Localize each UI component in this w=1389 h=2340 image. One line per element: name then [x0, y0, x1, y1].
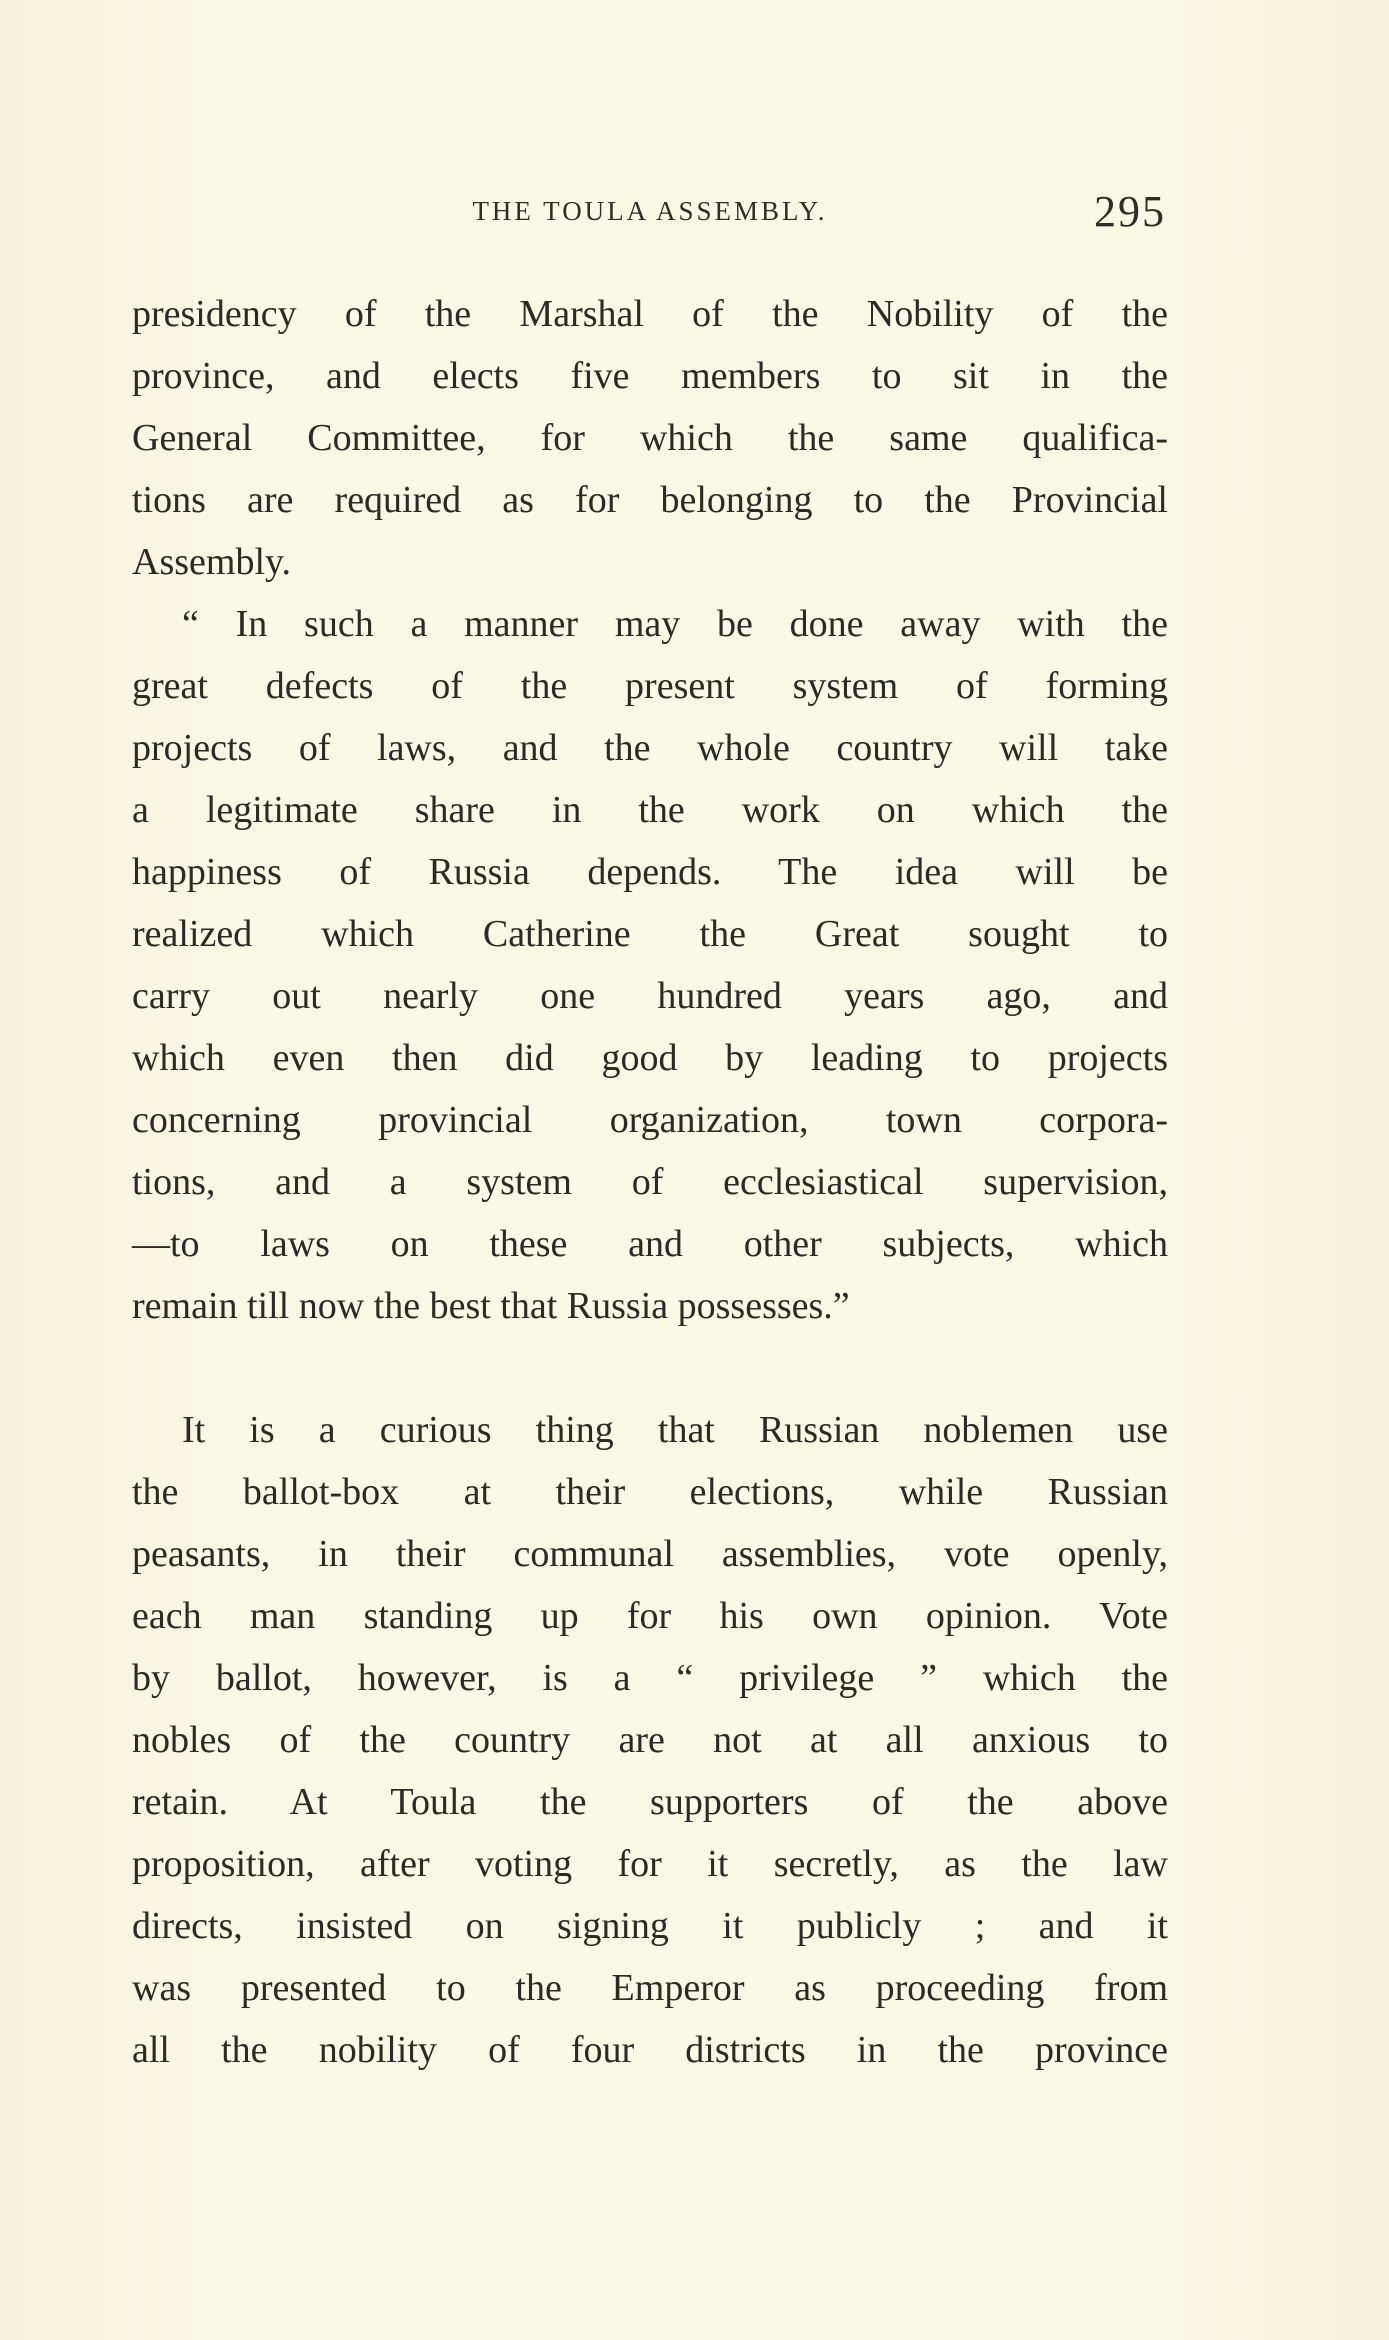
text-line: each man standing up for his own opinion. Vote [132, 1595, 1168, 1637]
text-line: projects of laws, and the whole country will take [132, 727, 1168, 769]
text-line: peasants, in their communal assemblies, vote openly, [132, 1533, 1168, 1575]
text-line: nobles of the country are not at all anxious to [132, 1719, 1168, 1761]
text-line: presidency of the Marshal of the Nobility of the [132, 293, 1168, 335]
text-line: happiness of Russia depends. The idea will be [132, 851, 1168, 893]
text-line: “ In such a manner may be done away with the [182, 603, 1168, 645]
paragraph-2-quotation [132, 593, 1168, 1337]
text-line: tions, and a system of ecclesiastical supervision, [132, 1161, 1168, 1203]
text-line: proposition, after voting for it secretly, as the law [132, 1843, 1168, 1885]
text-line: by ballot, however, is a “ privilege ” which the [132, 1657, 1168, 1699]
text-line: province, and elects five members to sit in the [132, 355, 1168, 397]
text-line: the ballot-box at their elections, while Russian [132, 1471, 1168, 1513]
text-line: was presented to the Emperor as proceeding from [132, 1967, 1168, 2009]
text-line: great defects of the present system of forming [132, 665, 1168, 707]
text-line: General Committee, for which the same qualifica- [132, 417, 1168, 459]
running-title: THE TOULA ASSEMBLY. [472, 196, 828, 226]
text-line: retain. At Toula the supporters of the above [132, 1781, 1168, 1823]
text-line: all the nobility of four districts in the province [132, 2029, 1168, 2071]
text-line: Assembly. [132, 541, 292, 583]
text-line: —to laws on these and other subjects, which [132, 1223, 1168, 1265]
text-line: carry out nearly one hundred years ago, and [132, 975, 1168, 1017]
page-number: 295 [1094, 187, 1166, 236]
text-line: realized which Catherine the Great sought to [132, 913, 1168, 955]
paragraph-1 [132, 283, 1168, 593]
paragraph-3 [132, 1399, 1168, 2081]
text-line: concerning provincial organization, town corpora- [132, 1099, 1168, 1141]
paragraph-gap [132, 1337, 1168, 1399]
text-line: tions are required as for belonging to the Provincial [132, 479, 1168, 521]
body-text [132, 283, 1168, 2081]
text-line: a legitimate share in the work on which the [132, 789, 1168, 831]
text-line: It is a curious thing that Russian noblemen use [182, 1409, 1168, 1451]
text-line: directs, insisted on signing it publicly ; and it [132, 1905, 1168, 1947]
running-head [130, 186, 1170, 236]
text-line: which even then did good by leading to projects [132, 1037, 1168, 1079]
text-line: remain till now the best that Russia possesses.” [132, 1285, 850, 1327]
